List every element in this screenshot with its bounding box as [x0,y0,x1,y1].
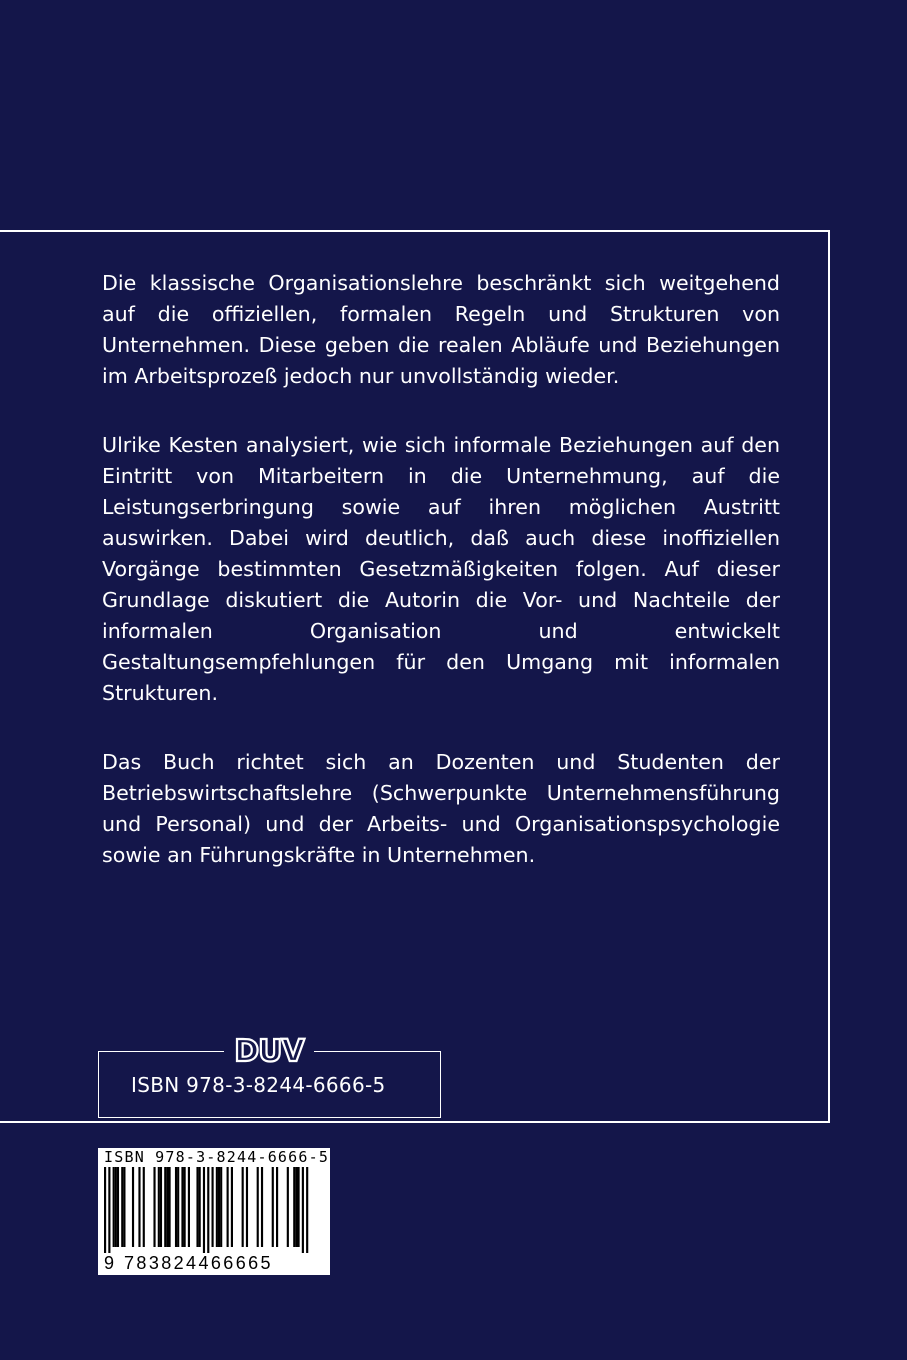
barcode-bar [276,1167,278,1247]
blurb-paragraph-1: Die klassische Organisationslehre beschränkt sich weitgehend auf die offiziellen, formalen Regeln und Strukturen von Unternehmen. Diese geben die realen Abläufe und Beziehungen im Arbeitsprozeß jedoch nur unvollständig wieder. [102,271,780,388]
barcode-bar [117,1167,119,1247]
barcode-bar [246,1167,248,1247]
barcode-bar [242,1167,244,1247]
barcode-bar [196,1167,198,1247]
barcode-bar [113,1167,115,1247]
barcode-bar [132,1167,134,1247]
barcode-bar [293,1167,295,1247]
barcode-bar [231,1167,233,1247]
barcode-bar [123,1167,125,1247]
barcode-guard-bar [306,1167,308,1253]
barcode-bar [153,1167,155,1247]
barcode-bars [104,1167,324,1253]
barcode-bar [188,1167,190,1247]
barcode-bar [218,1167,220,1247]
barcode-bar [295,1167,297,1247]
barcode-bar [261,1167,263,1247]
barcode-isbn-text: ISBN 978-3-8244-6666-5 [104,1148,330,1166]
barcode-bar [160,1167,162,1247]
barcode-bar [184,1167,186,1247]
blurb-paragraph-3: Das Buch richtet sich an Dozenten und Studenten der Betriebswirtschaftslehre (Schwerpunkte Unternehmensführung und Personal) und der Arbeits- und Organisationspsychologie sowie an Führungskräfte in Unternehmen. [102,750,780,867]
barcode-guard-bar [203,1167,205,1253]
isbn-label: ISBN 978-3-8244-6666-5 [131,1073,386,1097]
barcode-bar [220,1167,222,1247]
barcode-digit-groups: 783824466665 [124,1253,273,1273]
barcode-bar [177,1167,179,1247]
barcode-bar [199,1167,201,1247]
barcode-bar [298,1167,300,1247]
publisher-logo-text: DUV [234,1034,304,1068]
barcode [98,1148,330,1275]
barcode-bar [216,1167,218,1247]
barcode-guard-bar [104,1167,106,1253]
barcode-bar [212,1167,214,1247]
barcode-bar [143,1167,145,1247]
publisher-logo [224,1034,314,1068]
barcode-bar [158,1167,160,1247]
barcode-bar [227,1167,229,1247]
barcode-bar [115,1167,117,1247]
barcode-bar [121,1167,123,1247]
barcode-bar [138,1167,140,1247]
barcode-bar [175,1167,177,1247]
barcode-bar [257,1167,259,1247]
barcode-bar [287,1167,289,1247]
back-cover-blurb [102,268,780,909]
barcode-bar [166,1167,168,1247]
barcode-guard-bar [302,1167,304,1253]
barcode-guard-bar [108,1167,110,1253]
barcode-first-digit: 9 [104,1253,115,1273]
barcode-bar [164,1167,166,1247]
barcode-bar [181,1167,183,1247]
barcode-guard-bar [207,1167,209,1253]
barcode-bar [272,1167,274,1247]
barcode-bar [169,1167,171,1247]
blurb-paragraph-2: Ulrike Kesten analysiert, wie sich informale Beziehungen auf den Eintritt von Mitarbeitern in die Unternehmung, auf die Leistungserbringung sowie auf ihren möglichen Austritt auswirken. Dabei wird deutlich, daß auch diese inoffiziellen Vorgänge bestimmten Gesetzmäßigkeiten folgen. Auf dieser Grundlage diskutiert die Autorin die Vor- und Nachteile der informalen Organisation und entwickelt Gestaltungsempfehlungen für den Umgang mit informalen Strukturen. [102,433,780,705]
